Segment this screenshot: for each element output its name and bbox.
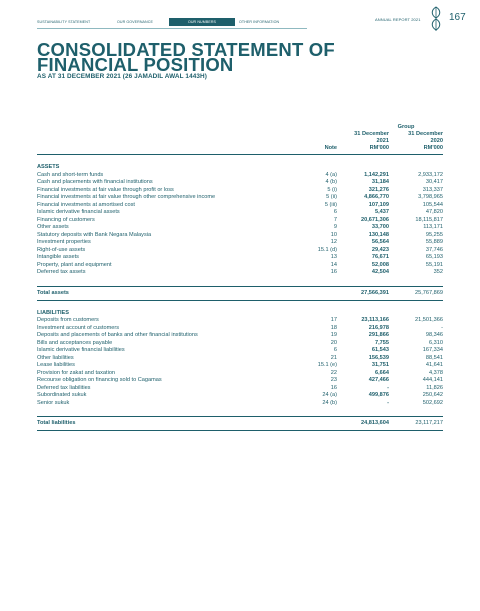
row-label: Cash and placements with financial institutions bbox=[37, 179, 153, 185]
column-note-label: Note bbox=[307, 145, 339, 155]
row-note: 5 (iii) bbox=[324, 201, 337, 208]
empty-cell bbox=[389, 164, 443, 172]
table-row bbox=[37, 317, 443, 325]
table-row bbox=[37, 347, 443, 355]
total-value-2021: 24,813,604 bbox=[339, 417, 389, 431]
row-value-2021: 20,671,306 bbox=[361, 216, 389, 223]
spacer-row bbox=[37, 155, 443, 165]
row-value-2020: 88,541 bbox=[425, 354, 443, 361]
empty-cell bbox=[307, 164, 339, 172]
row-value-2020: 313,337 bbox=[422, 186, 443, 193]
row-note: 24 (b) bbox=[322, 399, 337, 406]
table-row bbox=[37, 172, 443, 180]
row-note: 5 (i) bbox=[327, 186, 337, 193]
spacer-cell bbox=[37, 407, 443, 417]
spacer-cell bbox=[37, 300, 443, 310]
row-value-2021: 23,113,166 bbox=[361, 317, 389, 323]
section-heading: ASSETS bbox=[37, 164, 60, 170]
row-value-2021: 156,539 bbox=[368, 354, 389, 361]
total-liabilities-row bbox=[37, 417, 443, 431]
row-value-2021: 76,671 bbox=[371, 254, 389, 260]
title-line-2: FINANCIAL POSITION bbox=[37, 54, 234, 75]
row-label: Investment account of customers bbox=[37, 324, 120, 331]
row-value-2021: 31,184 bbox=[371, 179, 389, 185]
total-value-2020: 25,767,869 bbox=[389, 286, 443, 300]
tab-sustainability-statement[interactable]: SUSTAINABILITY STATEMENT bbox=[37, 20, 91, 24]
row-note: 22 bbox=[330, 369, 337, 376]
row-label: Islamic derivative financial liabilities bbox=[37, 347, 125, 353]
row-value-2020: 30,417 bbox=[425, 179, 443, 185]
row-value-2020: 37,746 bbox=[425, 246, 443, 253]
brand-mark-icon bbox=[428, 6, 444, 32]
table-row bbox=[37, 239, 443, 247]
row-label: Senior sukuk bbox=[37, 399, 70, 406]
page-subtitle: AS AT 31 DECEMBER 2021 (26 JAMADIL AWAL 1443H) bbox=[37, 73, 207, 80]
section-heading: LIABILITIES bbox=[37, 309, 70, 316]
empty-cell bbox=[307, 286, 339, 300]
row-note: 7 bbox=[333, 216, 337, 223]
row-value-2021: 107,109 bbox=[368, 201, 389, 208]
total-assets-row bbox=[37, 286, 443, 300]
spacer-cell bbox=[37, 155, 443, 165]
page-number: 167 bbox=[449, 12, 466, 23]
row-value-2020: 250,642 bbox=[422, 392, 443, 398]
tab-other-information[interactable]: OTHER INFORMATION bbox=[239, 20, 280, 24]
spacer-row bbox=[37, 300, 443, 310]
table-row bbox=[37, 262, 443, 270]
row-note: 13 bbox=[330, 254, 337, 260]
column-previous-unit: RM'000 bbox=[389, 145, 443, 155]
row-label: Property, plant and equipment bbox=[37, 261, 112, 268]
row-value-2020: 21,501,366 bbox=[415, 317, 443, 323]
financial-position-table bbox=[37, 124, 443, 431]
table-row bbox=[37, 400, 443, 408]
row-label: Deposits and placements of banks and other financial institutions bbox=[37, 332, 198, 338]
table-row bbox=[37, 269, 443, 277]
column-group-label: Group bbox=[397, 124, 415, 130]
table-row bbox=[37, 325, 443, 333]
row-label: Financial investments at fair value through profit or loss bbox=[37, 186, 174, 193]
title-line-1: CONSOLIDATED STATEMENT OF bbox=[37, 39, 335, 60]
row-note: 10 bbox=[330, 231, 337, 238]
assets-heading-row bbox=[37, 164, 443, 172]
row-note: 4 (b) bbox=[325, 179, 337, 185]
row-value-2020: 55,889 bbox=[425, 239, 443, 245]
table-row bbox=[37, 179, 443, 187]
row-label: Recourse obligation on financing sold to Cagamas bbox=[37, 377, 162, 383]
total-value-2021: 27,566,391 bbox=[339, 286, 389, 300]
row-label: Investment properties bbox=[37, 239, 91, 245]
row-note: 17 bbox=[330, 317, 337, 323]
header-row-group bbox=[37, 124, 443, 131]
empty-cell bbox=[339, 310, 389, 318]
row-value-2021: 291,866 bbox=[368, 332, 389, 338]
row-note: 19 bbox=[330, 332, 337, 338]
header-row-date bbox=[37, 131, 443, 138]
table-row bbox=[37, 385, 443, 393]
table-row bbox=[37, 217, 443, 225]
row-value-2020: 105,544 bbox=[422, 201, 443, 208]
row-value-2021: 33,700 bbox=[371, 224, 389, 230]
row-value-2020: 444,141 bbox=[422, 377, 443, 383]
row-note: 15.1 (e) bbox=[317, 362, 337, 368]
row-value-2021: 130,148 bbox=[368, 231, 389, 238]
row-note: 12 bbox=[330, 239, 337, 245]
total-value-2020: 23,117,217 bbox=[389, 417, 443, 431]
table-row bbox=[37, 355, 443, 363]
row-label: Other liabilities bbox=[37, 354, 74, 361]
row-note: 4 (a) bbox=[325, 171, 337, 178]
row-value-2021: 31,751 bbox=[371, 362, 389, 368]
report-label: ANNUAL REPORT 2021 bbox=[375, 17, 421, 22]
row-value-2021: 7,755 bbox=[375, 339, 389, 346]
tab-our-governance[interactable]: OUR GOVERNANCE bbox=[117, 20, 153, 24]
row-value-2020: 113,171 bbox=[423, 224, 443, 230]
row-note: 18 bbox=[330, 324, 337, 331]
row-note: 20 bbox=[330, 339, 337, 346]
table-row bbox=[37, 392, 443, 400]
table-row bbox=[37, 194, 443, 202]
row-value-2020: - bbox=[441, 324, 443, 331]
row-note: 6 bbox=[333, 209, 337, 215]
empty-cell bbox=[307, 417, 339, 431]
row-value-2020: 167,334 bbox=[422, 347, 443, 353]
row-label: Cash and short-term funds bbox=[37, 171, 104, 178]
row-value-2020: 98,346 bbox=[425, 332, 443, 338]
row-label: Other assets bbox=[37, 224, 69, 230]
header-row-year bbox=[37, 138, 443, 145]
row-label: Subordinated sukuk bbox=[37, 392, 87, 398]
row-value-2021: 499,876 bbox=[368, 392, 389, 398]
row-label: Bills and acceptances payable bbox=[37, 339, 113, 346]
row-label: Lease liabilities bbox=[37, 362, 75, 368]
row-value-2020: 3,798,965 bbox=[418, 194, 443, 200]
empty-cell bbox=[389, 310, 443, 318]
row-value-2020: 4,378 bbox=[429, 369, 443, 376]
row-value-2020: 502,692 bbox=[422, 399, 443, 406]
row-value-2021: 1,142,291 bbox=[364, 171, 389, 178]
row-value-2021: 427,466 bbox=[368, 377, 389, 383]
row-value-2020: 6,310 bbox=[429, 339, 443, 346]
row-value-2021: 5,437 bbox=[375, 209, 389, 215]
liabilities-heading-row bbox=[37, 310, 443, 318]
column-current-year: 2021 bbox=[376, 138, 389, 144]
table-row bbox=[37, 340, 443, 348]
row-note: 24 (a) bbox=[322, 392, 337, 398]
table-row bbox=[37, 202, 443, 210]
row-value-2020: 18,115,817 bbox=[415, 216, 443, 223]
row-label: Deferred tax liabilities bbox=[37, 384, 91, 391]
row-note: 16 bbox=[330, 384, 337, 391]
row-value-2021: 6,664 bbox=[375, 369, 389, 376]
row-label: Deferred tax assets bbox=[37, 269, 86, 275]
table-row bbox=[37, 254, 443, 262]
row-value-2020: 65,193 bbox=[425, 254, 443, 260]
row-note: 15.1 (d) bbox=[317, 246, 337, 253]
row-value-2021: 42,504 bbox=[371, 269, 389, 275]
table-row bbox=[37, 370, 443, 378]
row-value-2020: 95,255 bbox=[425, 231, 443, 238]
table-row bbox=[37, 232, 443, 240]
column-previous-year: 2020 bbox=[430, 138, 443, 144]
row-label: Provision for zakat and taxation bbox=[37, 369, 116, 376]
column-previous-date: 31 December bbox=[408, 131, 443, 137]
row-value-2020: 55,191 bbox=[425, 261, 443, 268]
row-label: Financial investments at fair value through other comprehensive income bbox=[37, 194, 216, 200]
row-value-2021: 4,866,770 bbox=[364, 194, 389, 200]
row-note: 9 bbox=[333, 224, 337, 230]
row-value-2021: 321,276 bbox=[368, 186, 389, 193]
table-row bbox=[37, 377, 443, 385]
row-value-2021: 52,008 bbox=[371, 261, 389, 268]
row-value-2021: - bbox=[387, 384, 389, 391]
table-row bbox=[37, 209, 443, 217]
column-current-unit: RM'000 bbox=[339, 145, 389, 155]
spacer-cell bbox=[37, 277, 443, 287]
row-value-2020: 352 bbox=[433, 269, 443, 275]
header-row-unit bbox=[37, 145, 443, 155]
row-value-2021: 216,978 bbox=[368, 324, 389, 331]
empty-cell bbox=[307, 310, 339, 318]
row-value-2020: 47,820 bbox=[425, 209, 443, 215]
table-row bbox=[37, 362, 443, 370]
row-note: 21 bbox=[330, 354, 337, 361]
row-value-2021: 56,564 bbox=[371, 239, 389, 245]
row-note: 16 bbox=[330, 269, 337, 275]
empty-cell bbox=[339, 164, 389, 172]
spacer-row bbox=[37, 407, 443, 417]
row-label: Financing of customers bbox=[37, 216, 95, 223]
row-value-2020: 41,641 bbox=[425, 362, 443, 368]
row-value-2021: 61,543 bbox=[371, 347, 389, 353]
row-note: 6 bbox=[333, 347, 337, 353]
total-label: Total assets bbox=[37, 286, 307, 300]
row-note: 23 bbox=[330, 377, 337, 383]
row-note: 5 (ii) bbox=[326, 194, 337, 200]
total-label: Total liabilities bbox=[37, 417, 307, 431]
row-label: Statutory deposits with Bank Negara Malaysia bbox=[37, 231, 152, 238]
row-label: Right-of-use assets bbox=[37, 246, 86, 253]
page-title bbox=[37, 39, 335, 75]
row-value-2020: 2,933,172 bbox=[418, 171, 443, 178]
row-label: Deposits from customers bbox=[37, 317, 99, 323]
row-label: Islamic derivative financial assets bbox=[37, 209, 120, 215]
table-row bbox=[37, 332, 443, 340]
row-label: Intangible assets bbox=[37, 254, 79, 260]
row-value-2021: - bbox=[387, 399, 389, 406]
row-value-2020: 11,826 bbox=[426, 384, 443, 391]
row-value-2021: 29,423 bbox=[371, 246, 389, 253]
column-current-date: 31 December bbox=[354, 131, 389, 137]
row-label: Financial investments at amortised cost bbox=[37, 201, 135, 208]
table-row bbox=[37, 224, 443, 232]
tab-our-numbers[interactable]: OUR NUMBERS bbox=[169, 18, 235, 26]
section-nav bbox=[37, 18, 307, 29]
table-row bbox=[37, 187, 443, 195]
table-row bbox=[37, 247, 443, 255]
spacer-row bbox=[37, 277, 443, 287]
row-note: 14 bbox=[330, 261, 337, 268]
